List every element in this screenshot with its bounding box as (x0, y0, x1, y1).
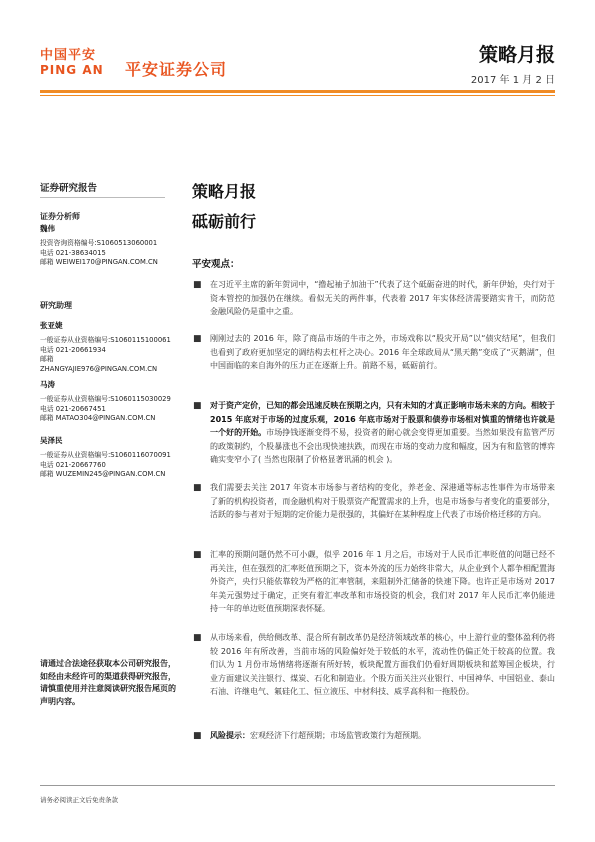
document-date: 2017 年 1 月 2 日 (470, 75, 555, 86)
bullet-marker: ■ (193, 633, 202, 643)
assistant-phone: 电话 021-20661934 (40, 345, 106, 354)
header-divider-thick (40, 90, 555, 93)
assistant-section-title: 研究助理 (40, 301, 72, 310)
assistant-email: 邮箱 MATAO304@PINGAN.COM.CN (40, 414, 156, 423)
analyst-card (40, 224, 180, 268)
report-subtitle: 砥砺前行 (192, 212, 257, 231)
assistant-name: 吴泽民 (40, 436, 63, 445)
paragraph-text: 刚刚过去的 2016 年，除了商品市场的牛市之外，市场戏称以“股灾开局”以“债灾结尾”，但我们也看到了政府更加坚定的调结构去杠杆之决心。2016 年全球政局从“黑天鹅”变成了“灭鹅湖”，但中国面临的来自海外的压力正在逐渐上升。前路不易，砥砺前行。 (210, 334, 555, 370)
risk-label: 风险提示： (210, 731, 250, 740)
assistant-email: 邮箱 WUZEMIN245@PINGAN.COM.CN (40, 470, 166, 479)
assistant-phone: 电话 021-20667760 (40, 460, 106, 469)
assistant-card (40, 380, 180, 424)
bullet-marker: ■ (193, 280, 202, 290)
bullet-marker: ■ (193, 550, 202, 560)
analyst-name: 魏伟 (40, 224, 55, 233)
analyst-phone: 电话 021-38634015 (40, 248, 106, 257)
footer-divider (40, 785, 555, 786)
paragraph-text: 从市场来看，供给侧改革、混合所有制改革仍是经济领域改革的核心，中上游行业的整体盈利仍将较 2016 年有所改善，当前市场的风险偏好处于较低的水平，流动性仍偏正处于较高的位置。我们认为 1 月份市场情绪将逐渐有所好转，板块配置方面我们仍看好周期板块和蓝筹国企板块，行业方面建议关注银行、煤炭、石化和制造业。个股方面关注兴业银行、中国神华、中国铝业、泰山石油、许继电气、氟硅化工、恒立液压、中材科技、威孚高科和一拖股份。 (210, 633, 555, 696)
assistant-name: 马涛 (40, 380, 55, 389)
assistant-email-label: 邮箱 (40, 355, 54, 364)
risk-text: 宏观经济下行超预期；市场监管政策行为超预期。 (250, 731, 426, 740)
logo-en-text: PING AN (40, 63, 104, 77)
view-paragraph (210, 278, 555, 319)
report-type: 证券研究报告 (40, 183, 98, 194)
assistant-cert: 一般证券从业资格编号:S1060115100061 (40, 336, 171, 345)
paragraph-text: 汇率的预期问题仍然不可小觑，似乎 2016 年 1 月之后，市场对于人民币汇率贬值的问题已经不再关注，但在强烈的汇率贬值预期之下，资本外流的压力始终非常大，从企业到个人都争相配置海外资产，央行只能依靠较为严格的汇率管制，来阻制外汇储备的快速下降。也许正是市场对 2017 年美元强势过于确定，正突有着汇率改革和市场投资的机会，我们对 2017 年人民币汇率仍能进持一年的单边贬值预期深表怀疑。 (210, 550, 555, 613)
assistant-cert: 一般证券从业资格编号:S1060115030029 (40, 395, 171, 404)
document-type: 策略月报 (478, 44, 555, 66)
bullet-marker: ■ (193, 731, 202, 741)
assistant-email: ZHANGYAJIE976@PINGAN.COM.CN (40, 364, 158, 373)
reading-disclaimer: 请通过合法途径获取本公司研究报告，如经由未经许可的渠道获得研究报告，请慎重使用并注意阅读研究报告尾页的声明内容。 (40, 659, 176, 706)
views-heading: 平安观点： (192, 259, 240, 270)
analyst-cert: 投资咨询资格编号:S1060513060001 (40, 239, 158, 248)
assistant-phone: 电话 021-20667451 (40, 404, 106, 413)
paragraph-bold-lead: 对于资产定价，已知的都会迅速反映在预期之内，只有未知的才真正影响市场未来的方向。相较于 2015 年底对于市场的过度乐观，2016 年底市场对于股票和债券市场相对慎重的情绪也许就是一个好的开始。 (210, 401, 555, 437)
pingan-logo (40, 48, 104, 77)
view-paragraph (210, 548, 555, 616)
bullet-marker: ■ (193, 483, 202, 493)
footer-text: 请务必阅读正文后免责条款 (40, 796, 118, 804)
view-paragraph (210, 399, 555, 467)
bullet-marker: ■ (193, 401, 202, 411)
assistant-card (40, 436, 180, 480)
analyst-email: 邮箱 WEIWEI170@PINGAN.COM.CN (40, 258, 158, 267)
paragraph-text: 我们需要去关注 2017 年资本市场参与者结构的变化，养老金、深港通等标志性事件为市场带来了新的机构投资者，而金融机构对于股票资产配置需求的上升，也是市场参与者变化的重要部分，活跃的参与者对于短期的定价能力是很强的，其偏好在某种程度上代表了市场价格迁移的方向。 (210, 483, 555, 519)
paragraph-text: 在习近平主席的新年贺词中，“撸起袖子加油干”代表了这个砥砺奋进的时代，新年伊始，央行对于资本管控的加强仍在继续。看似无关的两件事，代表着 2017 年实体经济需要踏实肯干，而防范金融风险仍是重中之重。 (210, 280, 555, 316)
header-divider-thin (40, 95, 555, 96)
risk-paragraph (210, 729, 555, 743)
view-paragraph (210, 631, 555, 699)
analyst-section-title: 证券分析师 (40, 212, 80, 221)
view-paragraph (210, 481, 555, 522)
assistant-name: 张亚婕 (40, 321, 63, 330)
assistant-cert: 一般证券从业资格编号:S1060116070091 (40, 451, 171, 460)
assistant-card (40, 321, 180, 374)
view-paragraph (210, 332, 555, 373)
report-title: 策略月报 (192, 182, 257, 201)
sidebar-divider (40, 197, 165, 198)
brand-name: 平安证券公司 (125, 60, 228, 79)
paragraph-text: 市场挣钱逐渐变得不易，投资者的耐心就会变得更加重要。当然如果没有监管严厉的政策制约，个股暴涨也不会出现快速扶跌，而现在市场的变动力度和幅度，因为有和监管的博弈确实变窄小了( 当然也限制了价格显著讯涌的机会 )。 (210, 428, 556, 464)
bullet-marker: ■ (193, 334, 202, 344)
logo-cn-text: 中国平安 (40, 48, 97, 63)
